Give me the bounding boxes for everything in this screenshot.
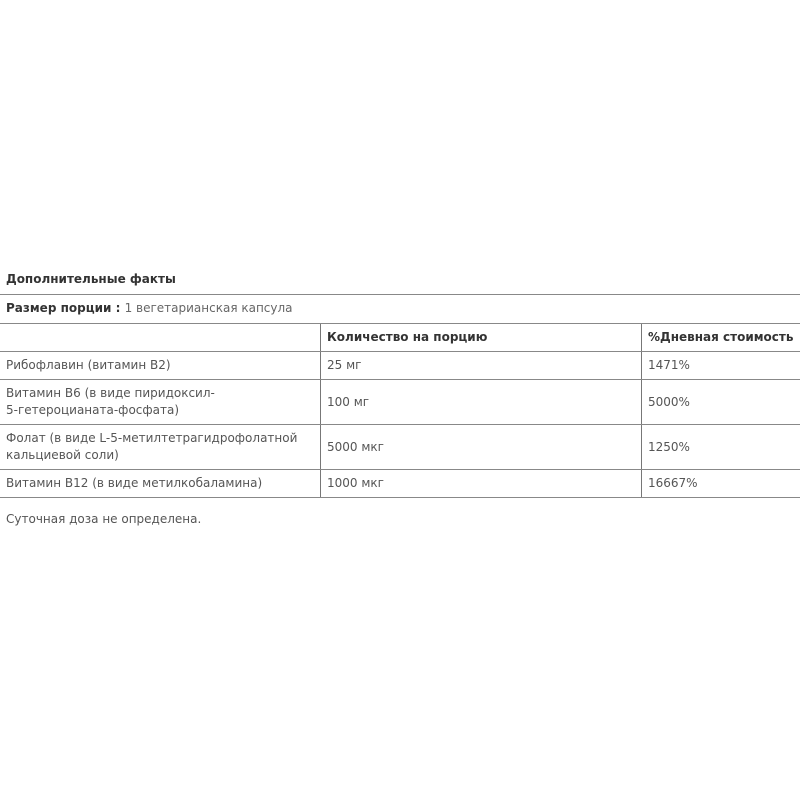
header-daily-value: %Дневная стоимость bbox=[642, 324, 800, 352]
supplement-facts-title: Дополнительные факты bbox=[6, 272, 176, 286]
ingredient-daily-value: 1250% bbox=[642, 425, 800, 470]
ingredient-name-line: Витамин B12 (в виде метилкобаламина) bbox=[6, 476, 263, 490]
footnote: Суточная доза не определена. bbox=[6, 512, 202, 526]
serving-size-separator: : bbox=[111, 301, 125, 315]
title-divider bbox=[0, 294, 800, 295]
table-row bbox=[0, 470, 800, 498]
ingredient-name bbox=[0, 470, 321, 498]
ingredient-name-line: Витамин B6 (в виде пиридоксил- bbox=[6, 386, 215, 400]
ingredient-name-line: кальциевой соли) bbox=[6, 448, 119, 462]
ingredient-name bbox=[0, 425, 321, 470]
ingredient-daily-value: 16667% bbox=[642, 470, 800, 498]
serving-size-value: 1 вегетарианская капсула bbox=[124, 301, 293, 315]
header-amount: Количество на порцию bbox=[321, 324, 642, 352]
table-row bbox=[0, 425, 800, 470]
ingredient-amount: 25 мг bbox=[321, 352, 642, 380]
table-header-row bbox=[0, 324, 800, 352]
ingredient-amount: 1000 мкг bbox=[321, 470, 642, 498]
ingredient-name bbox=[0, 352, 321, 380]
ingredient-name-line: 5-гетероцианата-фосфата) bbox=[6, 403, 180, 417]
ingredient-amount: 100 мг bbox=[321, 380, 642, 425]
serving-size-label: Размер порции bbox=[6, 301, 112, 315]
table-row bbox=[0, 380, 800, 425]
ingredient-daily-value: 5000% bbox=[642, 380, 800, 425]
header-ingredient bbox=[0, 324, 321, 352]
table-row bbox=[0, 352, 800, 380]
ingredient-name-line: Фолат (в виде L-5-метилтетрагидрофолатной bbox=[6, 431, 298, 445]
ingredient-daily-value: 1471% bbox=[642, 352, 800, 380]
ingredient-name-line: Рибофлавин (витамин B2) bbox=[6, 358, 171, 372]
supplement-facts-table bbox=[0, 323, 800, 498]
serving-size bbox=[6, 301, 293, 315]
ingredient-name bbox=[0, 380, 321, 425]
ingredient-amount: 5000 мкг bbox=[321, 425, 642, 470]
